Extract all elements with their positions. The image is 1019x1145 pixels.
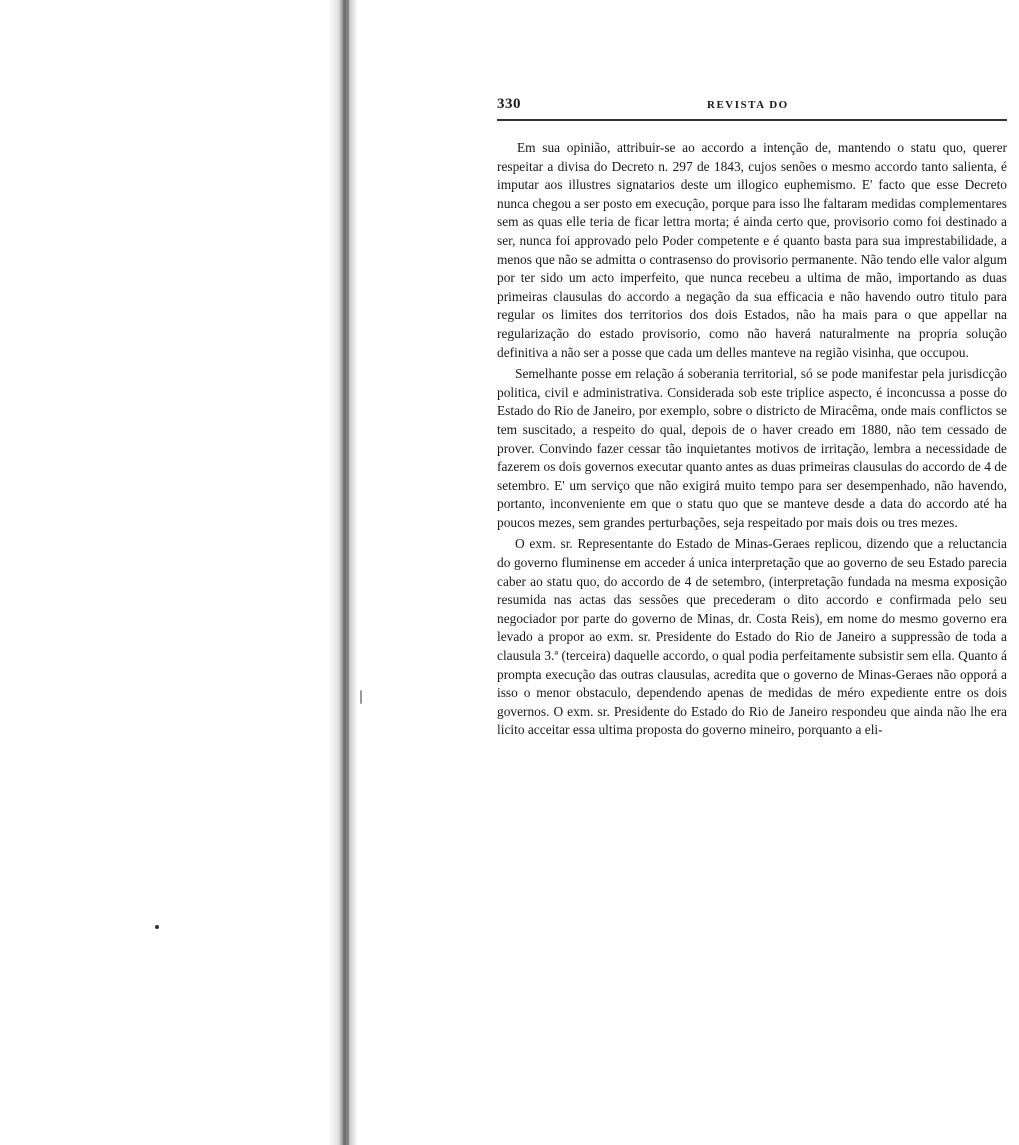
book-page	[497, 96, 1007, 740]
paragraph: Em sua opinião, attribuir-se ao accordo a intenção de, mantendo o statu quo, querer respeitar a divisa do Decreto n. 297 de 1843, cujos senões o mesmo accordo tanto salienta, é imputar aos illustres signatarios deste um illogico euphemismo. E' facto que esse Decreto nunca chegou a ser posto em execução, porque para isso lhe faltaram medidas complementares sem as quas elle teria de ficar lettra morta; é ainda certo que, provisorio como foi destinado a ser, nunca foi approvado pelo Poder competente e é quanto basta para sua imprestabilidade, a menos que não se admitta o contrasenso do provisorio permanente. Não tendo elle valor algum por ter sido um acto imperfeito, que nunca recebeu a ultima de mão, importando as duas primeiras clausulas do accordo a negação da sua efficacia e não havendo outro titulo para regular os limites dos territorios dos dois Estados, não ha mais para o que appellar na regularização do estado provisorio, como não haverá naturalmente na propria solução definitiva a não ser a posse que cada um delles manteve na região visinha, que occupou.	[497, 140, 1007, 360]
paragraph: Semelhante posse em relação á soberania territorial, só se pode manifestar pela jurisdicção politica, civil e administrativa. Considerada sob este triplice aspecto, é inconcussa a posse do Estado do Rio de Janeiro, por exemplo, sobre o districto de Miracêma, onde mais conflictos se tem suscitado, a respeito do qual, depois de o haver creado em 1880, não tem cessado de prover. Convindo fazer cessar tão inquietantes motivos de irritação, lembra a necessidade de fazerem os dois governos executar quanto antes as duas primeiras clausulas do accordo de 4 de setembro. E' um serviço que não exigirá muito tempo para ser desempenhado, não havendo, portanto, inconveniente em que o statu quo que se manteve desde a data do accordo até ha poucos mezes, sem grandes perturbações, seja respeitado por mais dois ou tres mezes.	[497, 366, 1007, 530]
scan-speck	[155, 925, 159, 929]
page-number: 330	[497, 96, 521, 112]
running-head	[497, 96, 1007, 116]
running-title: REVISTA DO	[707, 99, 789, 111]
book-gutter-line	[343, 0, 349, 1145]
header-rule	[497, 119, 1007, 121]
paragraph: O exm. sr. Representante do Estado de Minas-Geraes replicou, dizendo que a reluctancia do governo fluminense em acceder á unica interpretação que ao governo de seu Estado parecia caber ao statu quo, do accordo de 4 de setembro, (interpretação fundada na mesma exposição resumida nas actas das sessões que precederam o dito accordo e confirmada pelo seu negociador por parte do governo de Minas, dr. Costa Reis), em nome do mesmo governo era levado a propor ao exm. sr. Presidente do Estado do Rio de Janeiro a suppressão de toda a clausula 3.ª (terceira) daquelle accordo, o qual podia perfeitamente subsistir sem ella. Quanto á prompta execução das outras clausulas, acredita que o governo de Minas-Geraes não opporá a isso o menor obstaculo, dependendo apenas de medidas de méro expediente entre os dois governos. O exm. sr. Presidente do Estado do Rio de Janeiro respondeu que ainda não lhe era licito acceitar essa ultima proposta do governo mineiro, porquanto a eli-	[497, 536, 1007, 738]
scan-speck	[360, 690, 362, 704]
